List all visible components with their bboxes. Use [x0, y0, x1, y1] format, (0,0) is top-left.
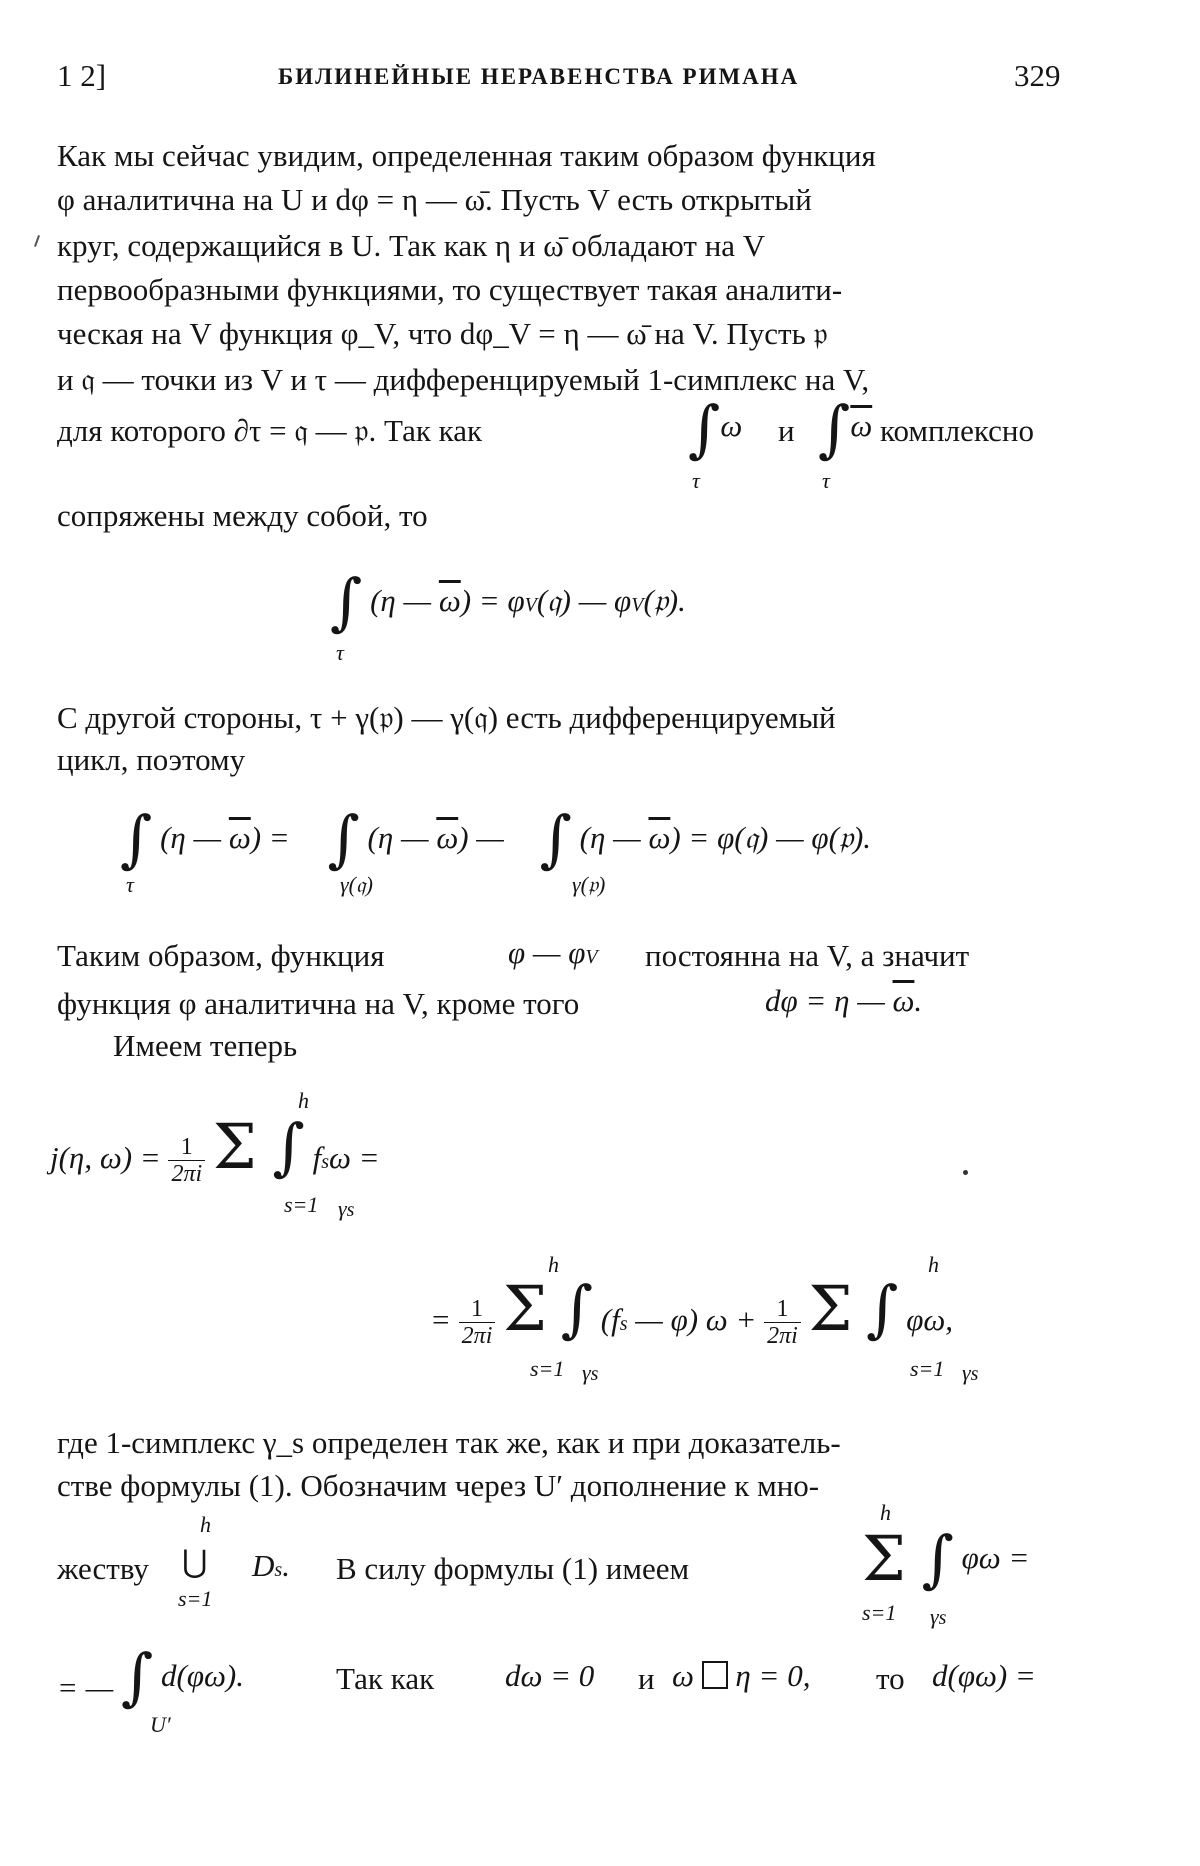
margin-mark	[34, 235, 40, 247]
integral-subscript: τ	[336, 640, 344, 665]
inline-math: dω = 0	[505, 1658, 595, 1693]
text-line: жеству	[57, 1551, 149, 1586]
inline-math: d(φω) =	[932, 1658, 1036, 1693]
equation-3-lhs: j(η, ω) = $\frac{1}{2\pi i}$ Σ ∫ fsω =	[50, 1110, 380, 1188]
running-title: БИЛИНЕЙНЫЕ НЕРАВЕНСТВА РИМАНА	[278, 64, 800, 89]
equation-1: ∫ (η — $\overline{\omega}$) = φV(𝔮) — φV(𝔭).	[330, 565, 686, 638]
integral-subscript: γs	[338, 1196, 355, 1221]
integral-subscript: γ(𝔮)	[340, 872, 373, 897]
text-line: Таким образом, функция	[57, 938, 385, 973]
integral-subscript: τ	[692, 468, 700, 493]
sum-lower-limit: s=1	[284, 1192, 319, 1217]
sum-upper-limit: h	[548, 1252, 559, 1277]
inline-math: Ds.	[252, 1548, 290, 1583]
text-line: постоянна на V, а значит	[645, 938, 970, 973]
text-line: Как мы сейчас увидим, определенная таким образом функция	[57, 138, 876, 173]
inline-math: = — ∫ d(φω).	[57, 1640, 244, 1713]
text-line: где 1-симплекс γ_s определен так же, как и при доказатель-	[57, 1425, 841, 1460]
text-line: Имеем теперь	[113, 1028, 298, 1063]
integral-subscript: γs	[962, 1360, 979, 1385]
union-upper-limit: h	[200, 1512, 211, 1537]
section-number: 1 2]	[57, 58, 107, 93]
text-line: для которого ∂τ = 𝔮 — 𝔭. Так как	[57, 413, 483, 448]
page-number: 329	[1014, 58, 1061, 93]
text-line: φ аналитична на U и dφ = η — ω̄. Пусть V есть открытый	[57, 182, 812, 217]
union-lower-limit: s=1	[178, 1586, 213, 1611]
text-line: то	[876, 1661, 905, 1696]
inline-math: dφ = η — $\overline{\omega}$.	[765, 983, 923, 1018]
integral-subscript: γs	[582, 1360, 599, 1385]
integral-subscript: U′	[150, 1712, 171, 1737]
text-line: стве формулы (1). Обозначим через U′ дополнение к мно-	[57, 1468, 820, 1503]
sum-lower-limit: s=1	[910, 1356, 945, 1381]
text-line: первообразными функциями, то существует такая аналити-	[57, 272, 843, 307]
stray-dot	[963, 1170, 968, 1175]
equation-2: ∫ (η — $\overline{\omega}$) = ∫ (η — $\overline{\omega}$) — ∫ (η — $\overline{\omega}$) = φ(𝔮) — φ(𝔭).	[120, 802, 872, 875]
inline-integral-omega: ∫ω	[688, 392, 743, 465]
integral-subscript: γs	[930, 1604, 947, 1629]
sum-lower-limit: s=1	[862, 1600, 897, 1625]
text-line: С другой стороны, τ + γ(𝔭) — γ(𝔮) есть дифференцируемый	[57, 700, 836, 735]
sum-upper-limit: h	[298, 1088, 309, 1113]
equation-3-rhs: = $\frac{1}{2\pi i}$ Σ ∫ (fs — φ) ω + $\frac{1}{2\pi i}$ Σ ∫ φω,	[430, 1272, 954, 1350]
integral-subscript: τ	[822, 468, 830, 493]
conjunction: и	[638, 1661, 655, 1696]
text-line: В силу формулы (1) имеем	[336, 1551, 690, 1586]
text-line: и 𝔮 — точки из V и τ — дифференцируемый 1-симплекс на V,	[57, 362, 870, 397]
inline-math: φ — φV	[508, 935, 598, 970]
sum-lower-limit: s=1	[530, 1356, 565, 1381]
text-line: ческая на V функция φ_V, что dφ_V = η — ω̄ на V. Пусть 𝔭	[57, 316, 828, 351]
integral-subscript: τ	[126, 872, 134, 897]
union-symbol: ⋃	[182, 1544, 208, 1579]
inline-integral-omega-bar: $\int\overline{\omega}$	[818, 392, 873, 465]
text-line: Так как	[336, 1661, 435, 1696]
text-line: функция φ аналитична на V, кроме того	[57, 986, 580, 1021]
text-line: сопряжены между собой, то	[57, 498, 428, 533]
text-line: круг, содержащийся в U. Так как η и ω̄ обладают на V	[57, 228, 766, 263]
conjunction: и	[778, 413, 795, 448]
text-line: цикл, поэтому	[57, 742, 246, 777]
inline-sum-integral: Σ ∫ φω =	[862, 1522, 1030, 1595]
sum-upper-limit: h	[928, 1252, 939, 1277]
integral-subscript: γ(𝔭)	[572, 872, 606, 897]
sum-upper-limit: h	[880, 1500, 891, 1525]
text-line: комплексно	[880, 413, 1034, 448]
inline-math: ω η = 0,	[672, 1658, 811, 1693]
